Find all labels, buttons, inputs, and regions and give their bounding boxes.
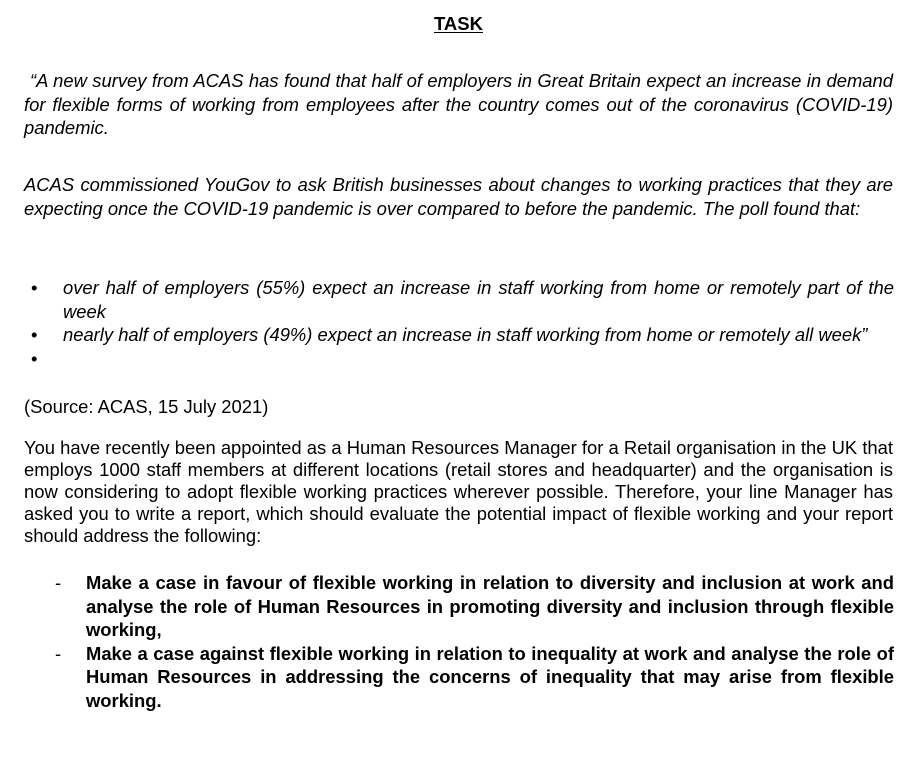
list-item [24, 276, 894, 323]
report-requirements-list [24, 571, 894, 713]
requirement-text: Make a case in favour of flexible working in relation to diversity and inclusion at work and analyse the role of Human Resources in promoting diversity and inclusion through flexible working, [86, 572, 894, 641]
bullet-icon: • [31, 277, 38, 298]
survey-findings-list [24, 276, 894, 370]
dash-icon: - [55, 572, 62, 593]
task-title: TASK [434, 13, 483, 34]
requirement-text: Make a case against flexible working in relation to inequality at work and analyse the role of Human Resources in addressing the concerns of inequality that may arise from flexible working. [86, 642, 894, 711]
finding-text: over half of employers (55%) expect an increase in staff working from home or remotely part of the week [63, 277, 894, 322]
quote-commission-paragraph: ACAS commissioned YouGov to ask British businesses about changes to working practices that they are expecting once the COVID-19 pandemic is over compared to before the pandemic. The poll found that: [24, 174, 893, 219]
source-citation: (Source: ACAS, 15 July 2021) [24, 396, 269, 417]
scenario-paragraph: You have recently been appointed as a Human Resources Manager for a Retail organisation in the UK that employs 1000 staff members at different locations (retail stores and headquarter) and the organisation is now considering to adopt flexible working practices wherever possible. Therefore, your line Manager has asked you to write a report, which should evaluate the potential impact of flexible working and your report should address the following: [24, 437, 893, 546]
list-item [24, 347, 894, 370]
quote-intro-paragraph: “A new survey from ACAS has found that half of employers in Great Britain expect an increase in demand for flexible forms of working from employees after the country comes out of the coronavirus (COVID-19) pandemic. [24, 70, 893, 139]
list-item [24, 642, 894, 713]
bullet-icon: • [31, 347, 38, 369]
list-item [24, 323, 894, 347]
list-item [24, 571, 894, 642]
bullet-icon: • [31, 324, 38, 346]
finding-text: nearly half of employers (49%) expect an increase in staff working from home or remotely all week” [63, 324, 868, 346]
dash-icon: - [55, 642, 62, 664]
